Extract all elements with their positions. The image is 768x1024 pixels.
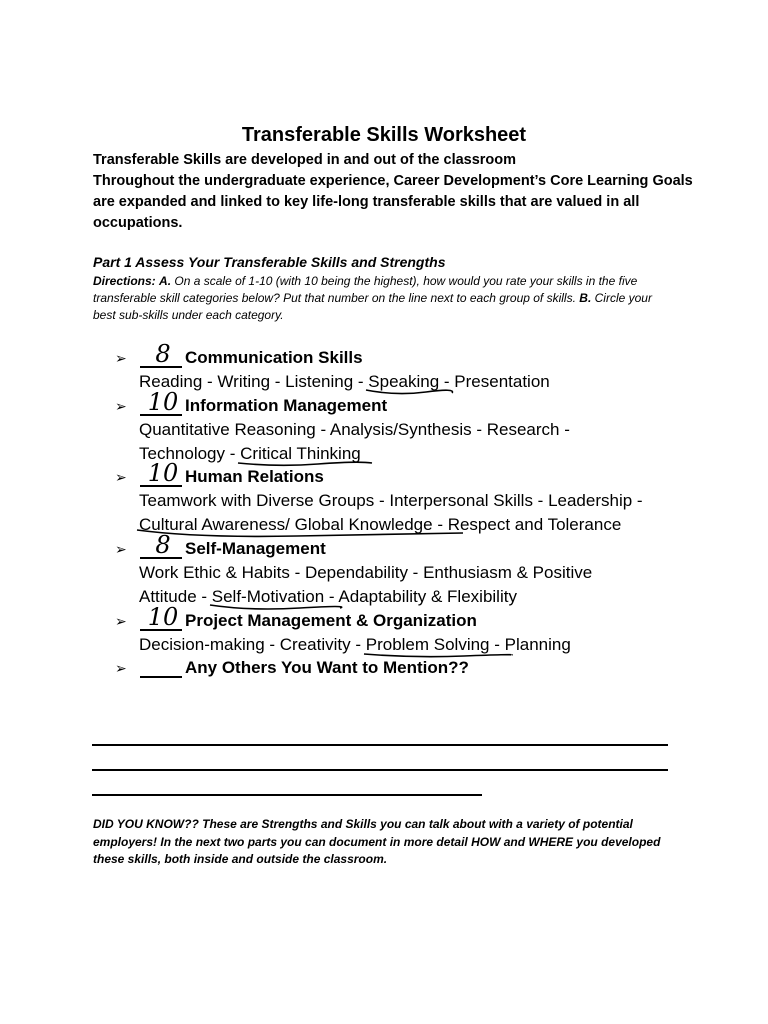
skill-item [115,340,675,394]
subskills [139,418,649,466]
skill-category-name: Information Management [185,395,388,415]
skill-category-name: Human Relations [185,467,324,487]
did-you-know-note: DID YOU KNOW?? These are Strengths and Skills you can talk about with a variety of potential employers! In the next two parts you can document in more detail HOW and WHERE you developed these skills, both inside and outside the classroom. [93,817,661,866]
arrow-bullet-icon: ➢ [115,397,127,414]
intro-line-1: Transferable Skills are developed in and out of the classroom [93,152,517,168]
handwritten-rating: 10 [147,459,179,488]
subskill-text: Planning [504,634,571,654]
subskill-text: Reading - Writing - Listening - [139,372,369,391]
handwritten-rating: 8 [155,530,171,559]
arrow-bullet-icon: ➢ [115,612,127,629]
handwritten-rating: 10 [147,602,179,631]
circled-subskill: Critical Thinking [240,444,361,463]
page-title: Transferable Skills Worksheet [241,124,527,146]
skill-item [115,656,675,680]
circled-subskill: Problem Solving - [366,635,505,654]
intro-text [93,150,693,234]
directions-b-label: B. [579,291,592,305]
directions-label: Directions: [93,274,156,288]
directions [93,273,673,324]
subskill-text: - Respect and Tolerance [432,515,622,535]
arrow-bullet-icon: ➢ [115,660,127,677]
arrow-bullet-icon: ➢ [115,540,127,557]
skill-item [115,602,675,657]
subskills [139,370,649,394]
subskill-text: Teamwork with Diverse Groups - Interpersonal Skills - Leadership - [139,491,643,511]
answer-line[interactable] [92,769,668,771]
subskills [139,561,649,609]
directions-a-label: A. [159,274,172,288]
skills-list [115,340,675,680]
directions-b-text: Circle your best sub-skills under each category. [93,291,652,322]
subskill-text: Work Ethic & Habits - Dependability - Enthusiasm & Positive Attitude - [139,562,593,606]
subskills [139,489,649,537]
circled-subskill: Speaking - [368,372,454,391]
answer-line[interactable] [92,744,668,746]
circled-subskill: Cultural Awareness/ Global Knowledge [139,515,433,534]
subskill-text: Quantitative Reasoning - Analysis/Synthesis - Research - Technology - [139,419,570,463]
skill-category-name: Self-Management [185,538,326,558]
intro-line-2: Throughout the undergraduate experience, Career Development’s Core Learning Goals are expanded and linked to key life-long transferable skills that are valued in all occupations. [93,173,693,231]
part-1-heading: Part 1 Assess Your Transferable Skills and Strengths [93,254,446,270]
skill-item [115,530,675,609]
handwritten-rating: 10 [147,387,179,416]
skill-item [115,387,675,466]
directions-a-text: On a scale of 1-10 (with 10 being the highest), how would you rate your skills in the five transferable skill categories below? Put that number on the line next to each group of skills. [93,274,638,305]
subskills [139,633,649,657]
arrow-bullet-icon: ➢ [115,350,127,366]
circled-subskill: Self-Motivation [212,587,324,606]
rating-line[interactable] [140,658,182,678]
skill-category-name: Communication Skills [185,348,363,367]
skill-category-name: Project Management & Organization [185,610,477,630]
subskill-text: Decision-making - Creativity - [139,634,366,654]
handwritten-rating: 8 [155,340,171,368]
subskill-text: - Adaptability & Flexibility [324,586,517,606]
answer-line[interactable] [92,794,482,796]
skill-item [115,459,675,537]
skill-category-name: Any Others You Want to Mention?? [185,658,469,678]
subskill-text: Presentation [454,372,550,391]
arrow-bullet-icon: ➢ [115,469,127,486]
